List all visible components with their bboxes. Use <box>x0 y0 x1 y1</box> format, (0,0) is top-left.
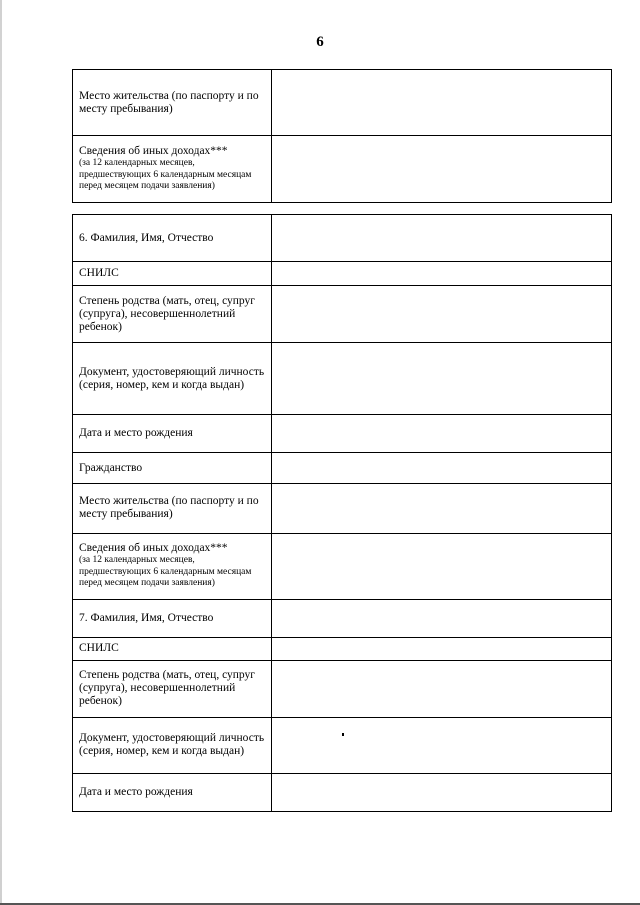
member7-fullname-field[interactable] <box>272 599 612 637</box>
table-row <box>73 453 612 484</box>
member7-birth-label: Дата и место рождения <box>73 773 272 811</box>
member6-snils-field[interactable] <box>272 262 612 286</box>
member6-fullname-field[interactable] <box>272 215 612 262</box>
member6-id-document-field[interactable] <box>272 343 612 415</box>
member6-birth-label: Дата и место рождения <box>73 415 272 453</box>
member6-kinship-field[interactable] <box>272 286 612 343</box>
member6-other-income-field[interactable] <box>272 533 612 599</box>
table-row <box>73 262 612 286</box>
member6-citizenship-label: Гражданство <box>73 453 272 484</box>
table-row <box>73 637 612 660</box>
table-row <box>73 415 612 453</box>
member7-birth-field[interactable] <box>272 773 612 811</box>
page-number: 6 <box>316 34 324 50</box>
table-row <box>73 343 612 415</box>
member7-id-document-field[interactable] <box>272 717 612 773</box>
member6-kinship-label: Степень родства (мать, отец, супруг (супруга), несовершеннолетний ребенок) <box>73 286 272 343</box>
residence-label: Место жительства (по паспорту и по месту пребывания) <box>73 70 272 136</box>
member7-snils-label: СНИЛС <box>73 637 272 660</box>
form-table-1 <box>72 69 612 203</box>
scan-speck <box>342 733 344 736</box>
form-table-2 <box>72 214 612 812</box>
member6-residence-field[interactable] <box>272 484 612 533</box>
member6-snils-label: СНИЛС <box>73 262 272 286</box>
member6-id-document-label: Документ, удостоверяющий личность (серия, номер, кем и когда выдан) <box>73 343 272 415</box>
table-row <box>73 286 612 343</box>
member7-fullname-label: 7. Фамилия, Имя, Отчество <box>73 599 272 637</box>
table-row <box>73 660 612 717</box>
table-row <box>73 215 612 262</box>
table-row <box>73 717 612 773</box>
other-income-field[interactable] <box>272 136 612 203</box>
table-row <box>73 533 612 599</box>
member7-kinship-field[interactable] <box>272 660 612 717</box>
member6-citizenship-field[interactable] <box>272 453 612 484</box>
table-row <box>73 484 612 533</box>
residence-field[interactable] <box>272 70 612 136</box>
table-row <box>73 773 612 811</box>
table-row <box>73 70 612 136</box>
table-row <box>73 599 612 637</box>
member6-other-income-label: Сведения об иных доходах*** (за 12 календарных месяцев, предшествующих 6 календарным месяцам перед месяцем подачи заявления) <box>73 533 272 599</box>
other-income-label: Сведения об иных доходах*** (за 12 календарных месяцев, предшествующих 6 календарным месяцам перед месяцем подачи заявления) <box>73 136 272 203</box>
member7-kinship-label: Степень родства (мать, отец, супруг (супруга), несовершеннолетний ребенок) <box>73 660 272 717</box>
member7-snils-field[interactable] <box>272 637 612 660</box>
member6-residence-label: Место жительства (по паспорту и по месту пребывания) <box>73 484 272 533</box>
member7-id-document-label: Документ, удостоверяющий личность (серия, номер, кем и когда выдан) <box>73 717 272 773</box>
scan-left-edge <box>0 0 2 905</box>
member6-fullname-label: 6. Фамилия, Имя, Отчество <box>73 215 272 262</box>
table-row <box>73 136 612 203</box>
member6-birth-field[interactable] <box>272 415 612 453</box>
